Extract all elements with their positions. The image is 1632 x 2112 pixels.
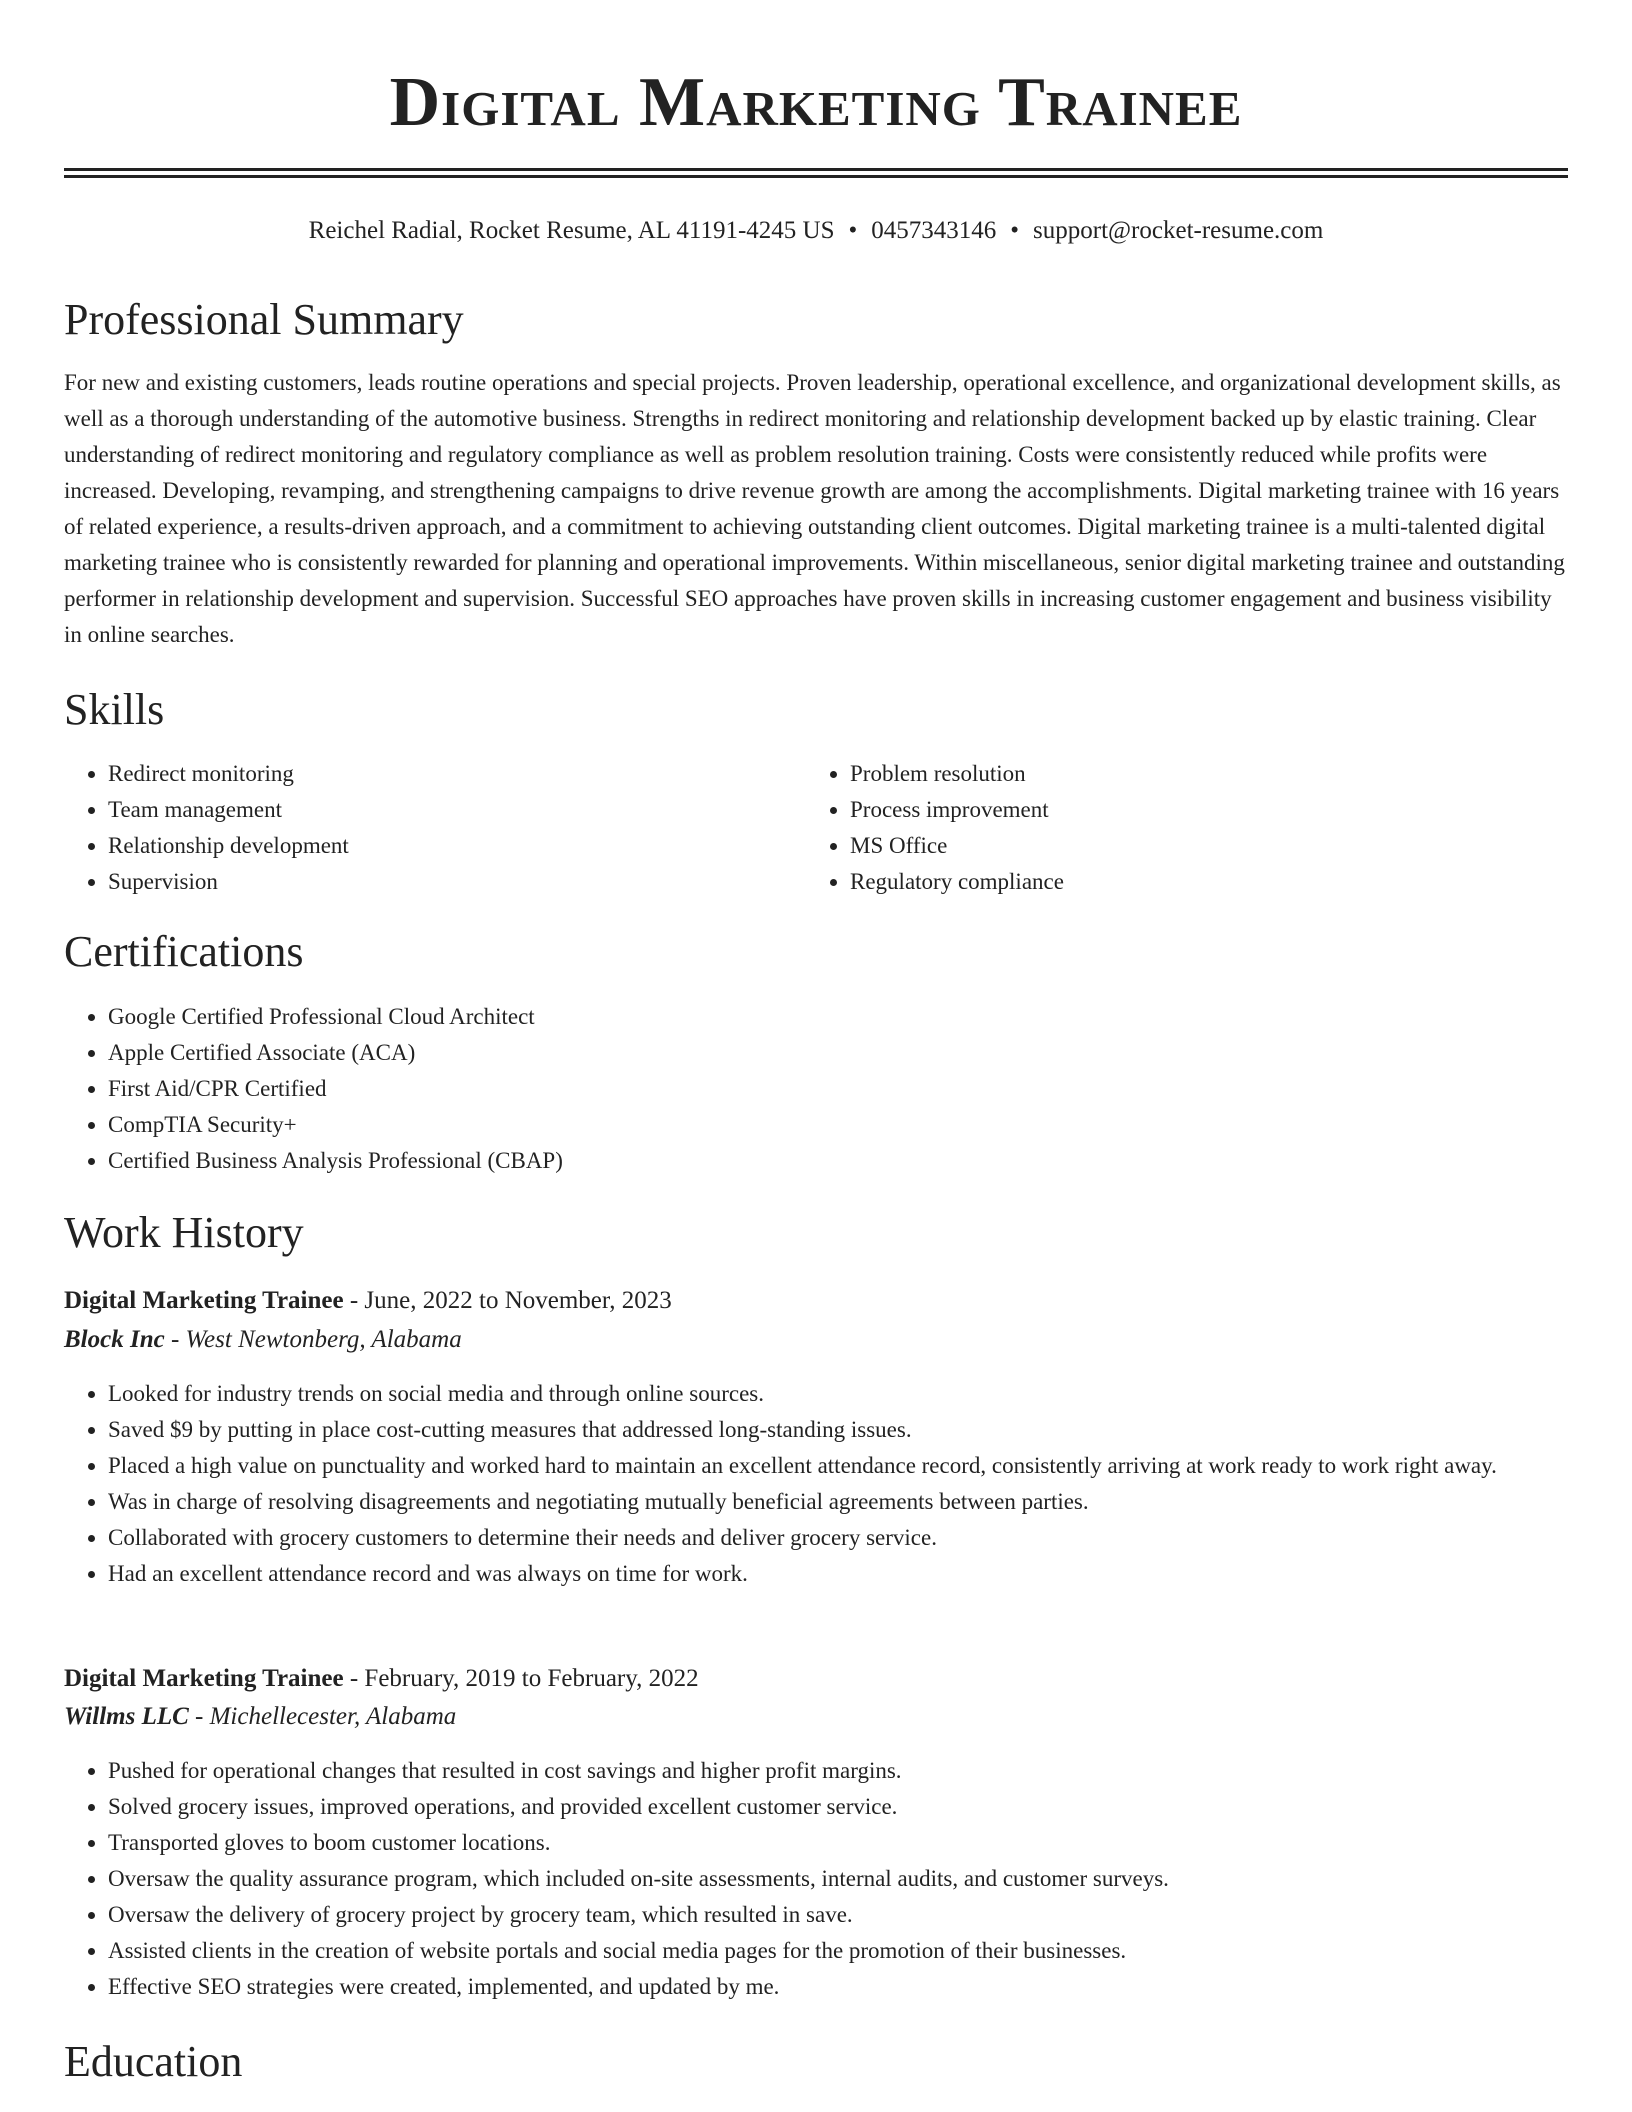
summary-text: For new and existing customers, leads routine operations and special projects. Proven leadership, operational excellence, and organizational development skills, as well as a thorough understanding of the automotive business. Strengths in redirect monitoring and relationship development backed up by elastic training. Clear understanding of redirect monitoring and regulatory compliance as well as problem resolution training. Costs were consistently reduced while profits were increased. Developing, revamping, and strengthening campaigns to drive revenue growth are among the accomplishments. Digital marketing trainee with 16 years of related experience, a results-driven approach, and a commitment to achieving outstanding client outcomes. Digital marketing trainee is a multi-talented digital marketing trainee who is consistently rewarded for planning and operational improvements. Within miscellaneous, senior digital marketing trainee and outstanding performer in relationship development and supervision. Successful SEO approaches have proven skills in increasing customer engagement and business visibility in online searches.: [64, 370, 1565, 647]
title-divider-bottom: [64, 175, 1568, 178]
contact-phone: 0457343146: [871, 217, 997, 244]
skill-item: • Process improvement: [850, 792, 1550, 828]
certification-item: • Apple Certified Associate (ACA): [108, 1035, 1588, 1071]
job-title-line: [64, 1283, 672, 1319]
skill-item: • Supervision: [108, 864, 788, 900]
job-bullet: • Oversaw the delivery of grocery project by grocery team, which resulted in save.: [108, 1897, 1618, 1933]
resume-title: Digital Marketing Trainee: [389, 64, 1243, 141]
job-bullet: • Oversaw the quality assurance program, which included on-site assessments, internal audits, and customer surveys.: [108, 1861, 1618, 1897]
contact-separator: •: [1010, 217, 1020, 244]
skill-item: • Regulatory compliance: [850, 864, 1550, 900]
certification-item: • CompTIA Security+: [108, 1107, 1588, 1143]
job-bullet: • Collaborated with grocery customers to determine their needs and deliver grocery service.: [108, 1520, 1618, 1556]
company-line: [64, 1322, 462, 1358]
skill-item: • MS Office: [850, 828, 1550, 864]
job-bullets: [64, 1753, 1618, 2005]
job-bullet: • Transported gloves to boom customer locations.: [108, 1825, 1618, 1861]
job-dates: - February, 2019 to February, 2022: [343, 1665, 699, 1692]
job-title: Digital Marketing Trainee: [64, 1665, 344, 1692]
job-bullet: • Looked for industry trends on social media and through online sources.: [108, 1376, 1618, 1412]
contact-line: [0, 213, 1632, 249]
company-name: Block Inc: [64, 1326, 165, 1353]
skill-item: • Relationship development: [108, 828, 788, 864]
job-bullet: • Solved grocery issues, improved operations, and provided excellent customer service.: [108, 1789, 1618, 1825]
job-title: Digital Marketing Trainee: [64, 1287, 344, 1314]
company-location: - West Newtonberg, Alabama: [164, 1326, 462, 1353]
job-bullets: [64, 1376, 1618, 1592]
certifications-heading: Certifications: [64, 927, 304, 976]
job-bullet: • Was in charge of resolving disagreements and negotiating mutually beneficial agreements between parties.: [108, 1484, 1618, 1520]
company-name: Willms LLC: [64, 1703, 189, 1730]
job-bullet: • Had an excellent attendance record and was always on time for work.: [108, 1556, 1618, 1592]
education-heading: Education: [64, 2037, 243, 2086]
contact-separator: •: [848, 217, 858, 244]
skill-item: • Problem resolution: [850, 756, 1550, 792]
skills-list-left: [64, 756, 788, 900]
skill-item: • Team management: [108, 792, 788, 828]
certification-item: • First Aid/CPR Certified: [108, 1071, 1588, 1107]
job-dates: - June, 2022 to November, 2023: [343, 1287, 672, 1314]
job-bullet: • Assisted clients in the creation of website portals and social media pages for the promotion of their businesses.: [108, 1933, 1618, 1969]
work-history-heading: Work History: [64, 1208, 304, 1257]
certifications-list: [64, 999, 1588, 1179]
skills-list-right: [806, 756, 1550, 900]
job-bullet: • Pushed for operational changes that resulted in cost savings and higher profit margins.: [108, 1753, 1618, 1789]
title-divider-top: [64, 168, 1568, 171]
job-bullet: • Effective SEO strategies were created, implemented, and updated by me.: [108, 1969, 1618, 2005]
company-line: [64, 1699, 456, 1735]
skills-heading: Skills: [64, 685, 165, 734]
certification-item: • Certified Business Analysis Professional (CBAP): [108, 1143, 1588, 1179]
skill-item: • Redirect monitoring: [108, 756, 788, 792]
summary-heading: Professional Summary: [64, 295, 464, 344]
job-title-line: [64, 1661, 699, 1697]
job-bullet: • Placed a high value on punctuality and worked hard to maintain an excellent attendance record, consistently arriving at work ready to work right away.: [108, 1448, 1618, 1484]
contact-address: Reichel Radial, Rocket Resume, AL 41191-4245 US: [308, 217, 835, 244]
company-location: - Michellecester, Alabama: [188, 1703, 457, 1730]
job-bullet: • Saved $9 by putting in place cost-cutting measures that addressed long-standing issues.: [108, 1412, 1618, 1448]
contact-email: support@rocket-resume.com: [1033, 217, 1324, 244]
certification-item: • Google Certified Professional Cloud Architect: [108, 999, 1588, 1035]
